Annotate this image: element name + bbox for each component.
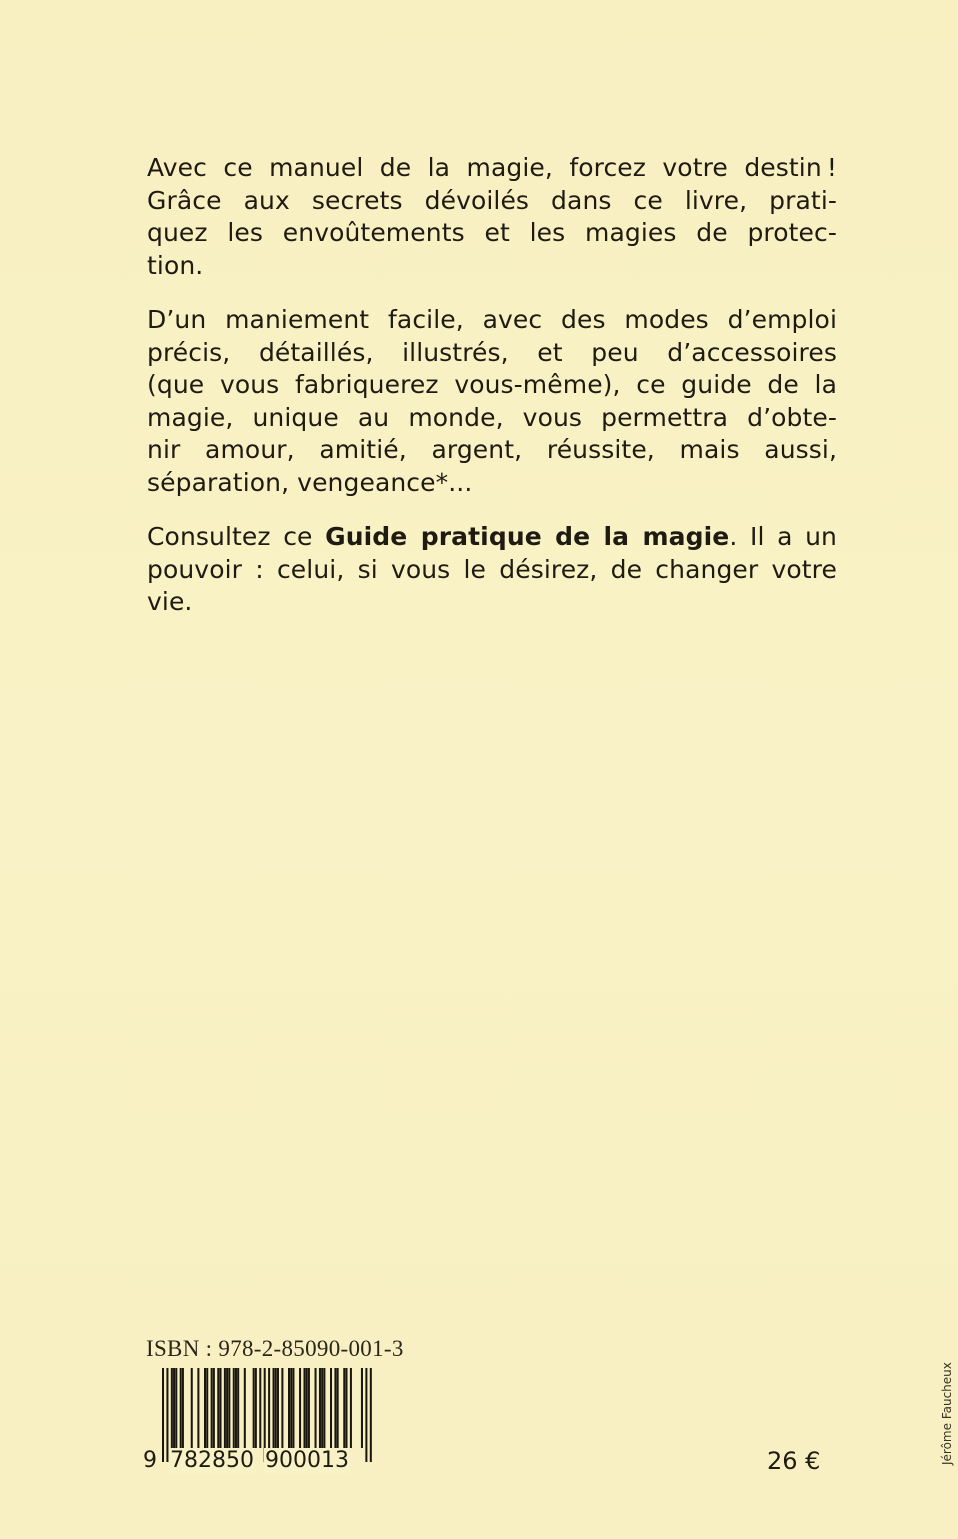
barcode-bar bbox=[299, 1368, 301, 1448]
blurb-paragraph-3 bbox=[147, 521, 837, 619]
barcode-bar bbox=[211, 1368, 213, 1448]
barcode-bar bbox=[182, 1368, 184, 1448]
barcode-digit-first: 9 bbox=[143, 1448, 157, 1473]
barcode-bar bbox=[253, 1368, 255, 1448]
barcode-bar bbox=[303, 1368, 305, 1448]
barcode-bar bbox=[233, 1368, 235, 1448]
barcode-bar bbox=[173, 1368, 175, 1448]
barcode-bar bbox=[281, 1368, 283, 1448]
barcode-bar bbox=[217, 1368, 219, 1448]
barcode-bar bbox=[288, 1368, 290, 1448]
barcode-bar bbox=[337, 1368, 339, 1448]
barcode-bar bbox=[213, 1368, 215, 1448]
barcode-bar bbox=[321, 1368, 323, 1448]
barcode-bar bbox=[292, 1368, 294, 1448]
barcode-bar bbox=[273, 1368, 275, 1448]
barcode-bar bbox=[228, 1368, 230, 1448]
barcode-bar bbox=[162, 1368, 164, 1462]
blurb-paragraph-1 bbox=[147, 152, 837, 282]
barcode-bar bbox=[319, 1368, 321, 1448]
blurb-text-run: . Il a un bbox=[729, 522, 837, 551]
barcode-bar bbox=[255, 1368, 257, 1448]
barcode-bar bbox=[277, 1368, 279, 1448]
blurb-paragraph-2 bbox=[147, 304, 837, 499]
barcode-bar bbox=[259, 1368, 261, 1448]
blurb-line bbox=[147, 521, 837, 554]
cover-credit: Jérôme Faucheux bbox=[940, 1362, 954, 1465]
barcode-bar bbox=[180, 1368, 182, 1448]
barcode-bar bbox=[330, 1368, 332, 1448]
barcode-bar bbox=[275, 1368, 277, 1448]
barcode-bar bbox=[204, 1368, 206, 1448]
barcode-digits-left: 782850 bbox=[170, 1448, 254, 1473]
barcode-bar bbox=[244, 1368, 246, 1448]
barcode-bar bbox=[343, 1368, 345, 1448]
barcode-bar bbox=[370, 1368, 372, 1462]
blurb-line: Avec ce manuel de la magie, forcez votre destin ! bbox=[147, 153, 837, 182]
barcode-bar bbox=[219, 1368, 221, 1448]
barcode-bar bbox=[350, 1368, 352, 1448]
barcode-bar bbox=[235, 1368, 237, 1448]
barcode-bar bbox=[308, 1368, 310, 1448]
barcode-bar bbox=[226, 1368, 228, 1448]
blurb-line: pouvoir : celui, si vous le désirez, de changer votre bbox=[147, 554, 837, 584]
blurb-line: quez les envoûtements et les magies de protec- bbox=[147, 218, 837, 247]
blurb-line: (que vous fabriquerez vous-même), ce guide de la bbox=[147, 370, 837, 399]
barcode-bar bbox=[306, 1368, 308, 1448]
blurb-line: magie, unique au monde, vous permettra d’obte- bbox=[147, 402, 837, 432]
barcode-bar bbox=[290, 1368, 292, 1448]
blurb-line: précis, détaillés, illustrés, et peu d’accessoires bbox=[147, 337, 837, 367]
barcode-bar bbox=[361, 1368, 363, 1448]
blurb-line: Grâce aux secrets dévoilés dans ce livre, prati- bbox=[147, 185, 837, 215]
barcode-digits-right: 900013 bbox=[265, 1448, 349, 1473]
barcode-bar bbox=[323, 1368, 325, 1448]
blurb-line: nir amour, amitié, argent, réussite, mais aussi, bbox=[147, 435, 837, 464]
barcode-bar bbox=[365, 1368, 367, 1462]
blurb-text-run: Consultez ce bbox=[147, 522, 326, 551]
barcode-bar bbox=[224, 1368, 226, 1448]
blurb-line: D’un maniement facile, avec des modes d’emploi bbox=[147, 305, 837, 334]
price-label: 26 € bbox=[767, 1447, 821, 1475]
barcode-bar bbox=[334, 1368, 336, 1448]
barcode-bar bbox=[175, 1368, 177, 1448]
barcode-bar bbox=[315, 1368, 317, 1448]
blurb-line: séparation, vengeance*... bbox=[147, 467, 473, 497]
barcode-bar bbox=[197, 1368, 199, 1448]
blurb-text bbox=[147, 152, 837, 641]
barcode-bar bbox=[237, 1368, 239, 1448]
barcode-bar bbox=[345, 1368, 347, 1448]
barcode-bar bbox=[206, 1368, 208, 1448]
barcode-bar bbox=[191, 1368, 193, 1448]
barcode-bar bbox=[171, 1368, 173, 1448]
isbn-label: ISBN : 978-2-85090-001-3 bbox=[146, 1336, 404, 1361]
blurb-line: tion. bbox=[147, 250, 204, 280]
blurb-line: vie. bbox=[147, 587, 193, 616]
book-title-bold: Guide pratique de la magie bbox=[325, 522, 730, 551]
